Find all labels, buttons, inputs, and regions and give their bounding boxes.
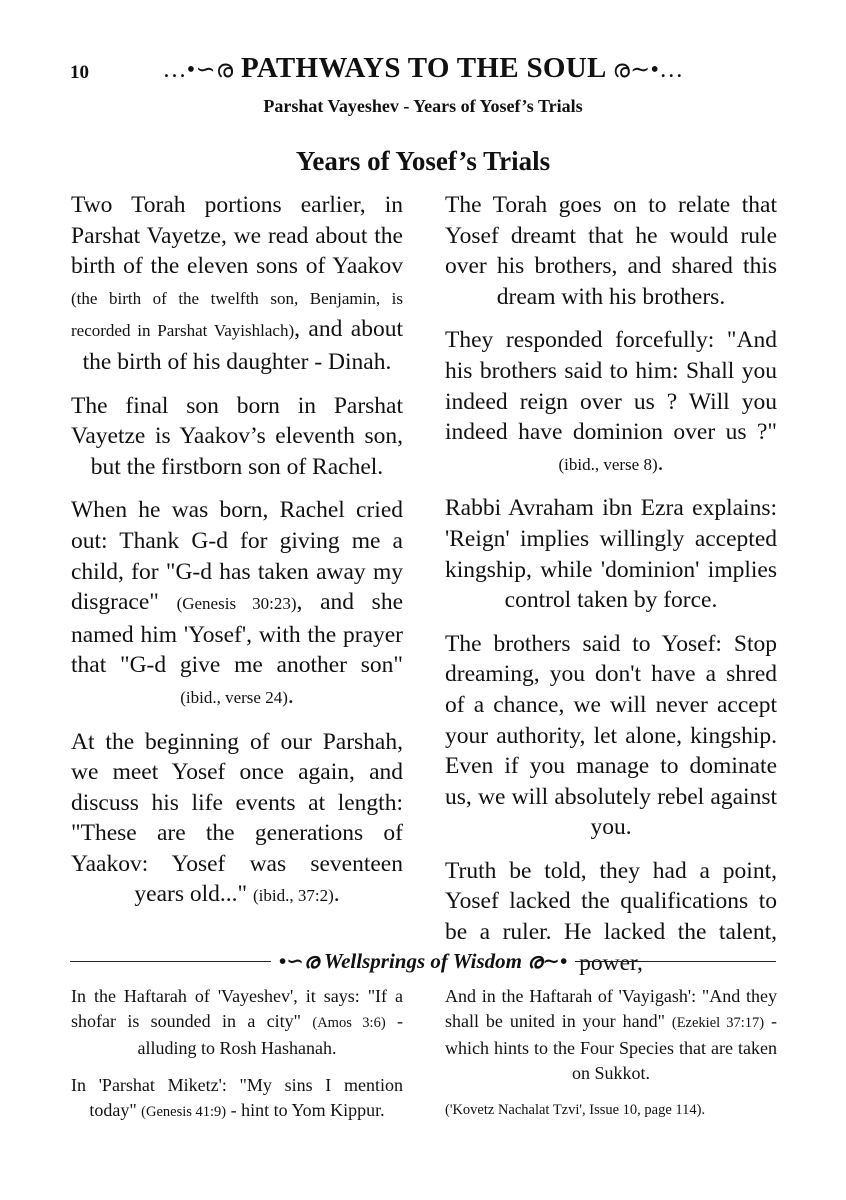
flourish-ornament: ര∼• — [521, 949, 568, 973]
page-number: 10 — [70, 62, 89, 83]
source-reference: (Genesis 41:9) — [141, 1104, 227, 1120]
flourish-left-ornament: …•∽ര — [162, 57, 234, 83]
article-left-column — [71, 190, 403, 925]
source-reference: (ibid., verse 8) — [558, 454, 658, 474]
paragraph-text: , and she named him 'Yosef', with the prayer that "G-d give me another son" — [71, 589, 404, 679]
source-reference: (Genesis 30:23) — [176, 594, 297, 614]
paragraph-text: The brothers said to Yosef: Stop dreaming, you don't have a shred of a chance, we will never accept your authority, let alone, kingship. Even if you manage to dominate us, we will absolutely rebel against you. — [445, 630, 777, 841]
source-reference: (Amos 3:6) — [312, 1015, 386, 1031]
source-reference: (ibid., 37:2) — [252, 886, 334, 906]
paragraph-text: The Torah goes on to relate that Yosef dreamt that he would rule over his brothers, and shared this dream with his brothers. — [445, 192, 777, 310]
article-paragraph — [445, 493, 777, 615]
source-reference: (the birth of the twelfth son, Benjamin, is recorded in Parshat Vayishlach) — [71, 288, 403, 341]
article-right-column — [445, 190, 777, 991]
paragraph-text: In 'Parshat Miketz': "My sins I mention today" — [71, 1075, 403, 1120]
wisdom-citation: ('Kovetz Nachalat Tzvi', Issue 10, page 114). — [445, 1102, 706, 1118]
paragraph-text: Truth be told, they had a point, Yosef lacked the qualifications to be a ruler. He lacked the talent, power, — [445, 857, 777, 976]
paragraph-text: , and about the birth of his daughter - Dinah. — [82, 316, 403, 375]
paragraph-text: - which hints to the Four Species that are taken on Sukkot. — [445, 1011, 777, 1083]
paragraph-text: - hint to Yom Kippur. — [226, 1100, 385, 1120]
wisdom-paragraph — [445, 984, 777, 1086]
running-header — [0, 52, 846, 85]
paragraph-text: . — [657, 449, 664, 476]
paragraph-text: They responded forcefully: "And his brothers said to him: Shall you indeed reign over us ? Will you indeed have dominion over us ?" — [445, 327, 777, 446]
article-paragraph — [445, 629, 777, 843]
flourish-right-ornament: ര∼•… — [612, 57, 684, 83]
paragraph-text: . — [333, 881, 340, 908]
wisdom-label-text: Wellsprings of Wisdom — [324, 949, 522, 973]
article-paragraph — [71, 190, 403, 378]
source-reference: (Ezekiel 37:17) — [671, 1015, 765, 1031]
article-paragraph — [71, 391, 403, 483]
article-paragraph — [445, 325, 777, 480]
source-reference: (ibid., verse 24) — [180, 687, 288, 707]
article-paragraph — [71, 495, 403, 713]
paragraph-text: - alluding to Rosh Hashanah. — [137, 1011, 403, 1058]
paragraph-text: In the Haftarah of 'Vayeshev', it says: "If a shofar is sounded in a city" — [71, 986, 403, 1031]
article-paragraph — [71, 727, 403, 913]
article-paragraph — [445, 190, 777, 312]
wisdom-paragraph — [71, 1073, 403, 1125]
paragraph-text: And in the Haftarah of 'Vayigash': "And they shall be united in your hand" — [445, 986, 777, 1031]
paragraph-text: Rabbi Avraham ibn Ezra explains: 'Reign' implies willingly accepted kingship, while 'dominion' implies control taken by force. — [445, 495, 777, 614]
wisdom-paragraph — [71, 984, 403, 1061]
paragraph-text: The final son born in Parshat Vayetze is Yaakov’s eleventh son, but the firstborn son of Rachel. — [71, 392, 403, 480]
publication-title: PATHWAYS TO THE SOUL — [240, 52, 606, 84]
wisdom-left-column — [71, 984, 403, 1137]
paragraph-text: Two Torah portions earlier, in Parshat Vayetze, we read about the birth of the eleven sons of Yaakov — [71, 192, 403, 280]
wisdom-right-column — [445, 984, 777, 1135]
paragraph-text: At the beginning of our Parshah, we meet Yosef once again, and discuss his life events at length: "These are the generations of Yaakov: Yosef was seventeen years old..." — [71, 728, 403, 908]
running-subheader: Parshat Vayeshev - Years of Yosef’s Trials — [263, 96, 583, 116]
wisdom-divider — [70, 948, 776, 974]
article-title: Years of Yosef’s Trials — [295, 146, 551, 176]
paragraph-text: When he was born, Rachel cried out: Thank G-d for giving me a child, for "G-d has taken away my disgrace" — [71, 497, 403, 616]
paragraph-text: . — [287, 682, 294, 709]
wisdom-label — [70, 948, 776, 974]
flourish-ornament: •∽ര — [278, 949, 324, 973]
